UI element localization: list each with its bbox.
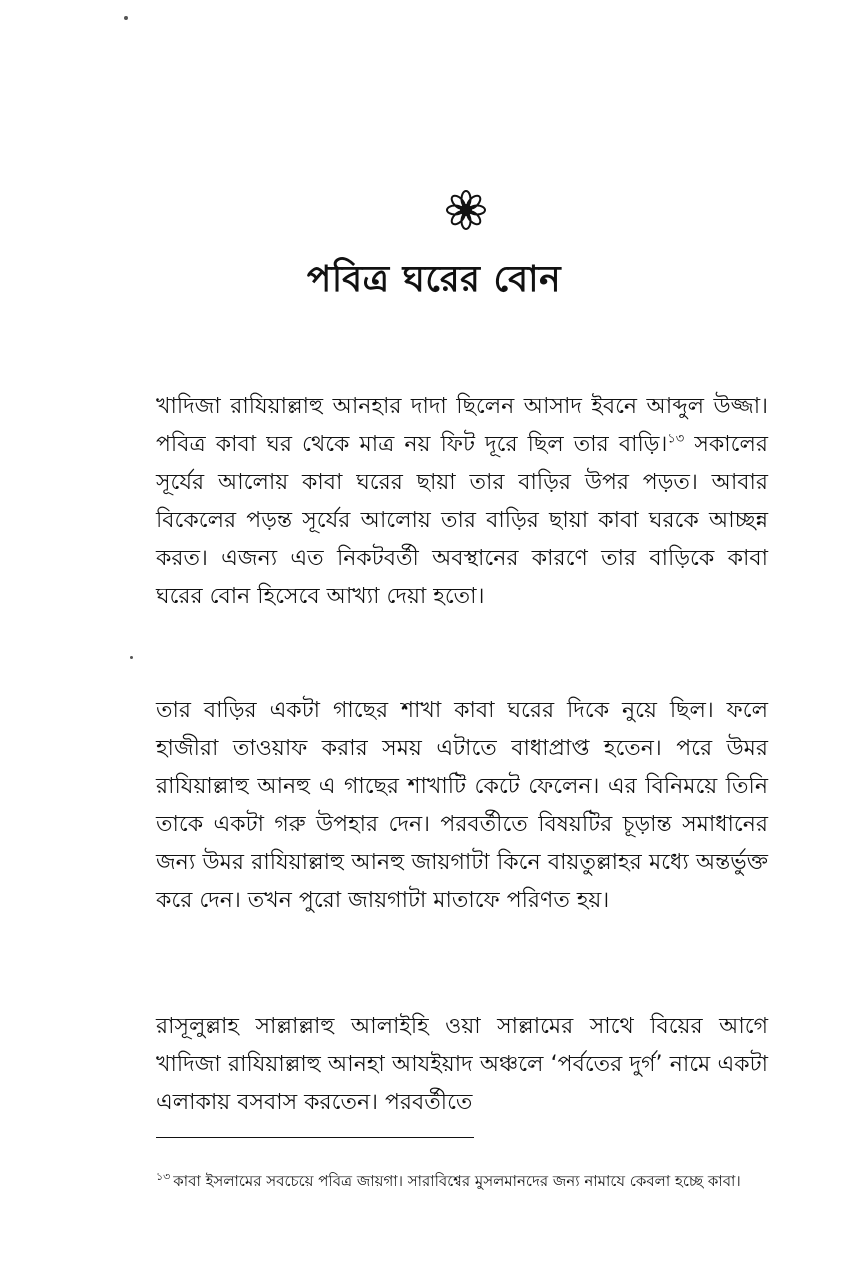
flower-ornament-icon [444,188,488,232]
paragraph-2: তার বাড়ির একটা গাছের শাখা কাবা ঘরের দিকে নুয়ে ছিল। ফলে হাজীরা তাওয়াফ করার সময় এটাতে বাধাপ্রাপ্ত হতেন। পরে উমর রাযিয়াল্লাহু আনহু এ গাছের শাখাটি কেটে ফেলেন। এর বিনিময়ে তিনি তাকে একটা গরু উপহার দেন। পরবর্তীতে বিষয়টির চূড়ান্ত সমাধানের জন্য উমর রাযিয়াল্লাহু আনহু জায়গাটা কিনে বায়তুল্লাহর মধ্যে অন্তর্ভুক্ত করে দেন। তখন পুরো জায়গাটা মাতাফে পরিণত হয়। [156,698,768,913]
paragraph-1-text-end: সকালের সূর্যের আলোয় কাবা ঘরের ছায়া তার বাড়ির উপর পড়ত। আবার বিকেলের পড়ন্ত সূর্যের আলোয় তার বাড়ির ছায়া কাবা ঘরকে আচ্ছন্ন করত। এজন্য এত নিকটবর্তী অবস্থানের কারণে তার বাড়িকে কাবা ঘরের বোন হিসেবে আখ্যা দেয়া হতো। [156,432,768,609]
paragraph-1-text-start: খাদিজা রাযিয়াল্লাহু আনহার দাদা ছিলেন আসাদ ইবনে আব্দুল উজ্জা। পবিত্র কাবা ঘর থেকে মাত্র নয় ফিট দূরে ছিল তার বাড়ি। [156,394,768,457]
footnote-divider [156,1137,474,1138]
scan-speck [124,16,128,20]
chapter-title: পবিত্র ঘরের বোন [306,259,562,300]
footnote-text: কাবা ইসলামের সবচেয়ে পবিত্র জায়গা। সারাবিশ্বের মুসলমানদের জন্য নামাযে কেবলা হচ্ছে কাবা। [173,1172,741,1190]
footnote [156,1168,768,1194]
paragraph-3: রাসূলুল্লাহ সাল্লাল্লাহু আলাইহি ওয়া সাল্লামের সাথে বিয়ের আগে খাদিজা রাযিয়াল্লাহু আনহা আযইয়াদ অঞ্চলে ‘পর্বতের দুর্গ’ নামে একটা এলাকায় বসবাস করতেন। পরবর্তীতে [156,1014,768,1115]
scan-speck [130,656,133,659]
paragraph-1 [156,388,768,616]
footnote-number: ১৩ [156,1170,171,1183]
footnote-reference[interactable]: ১৩ [667,431,685,447]
